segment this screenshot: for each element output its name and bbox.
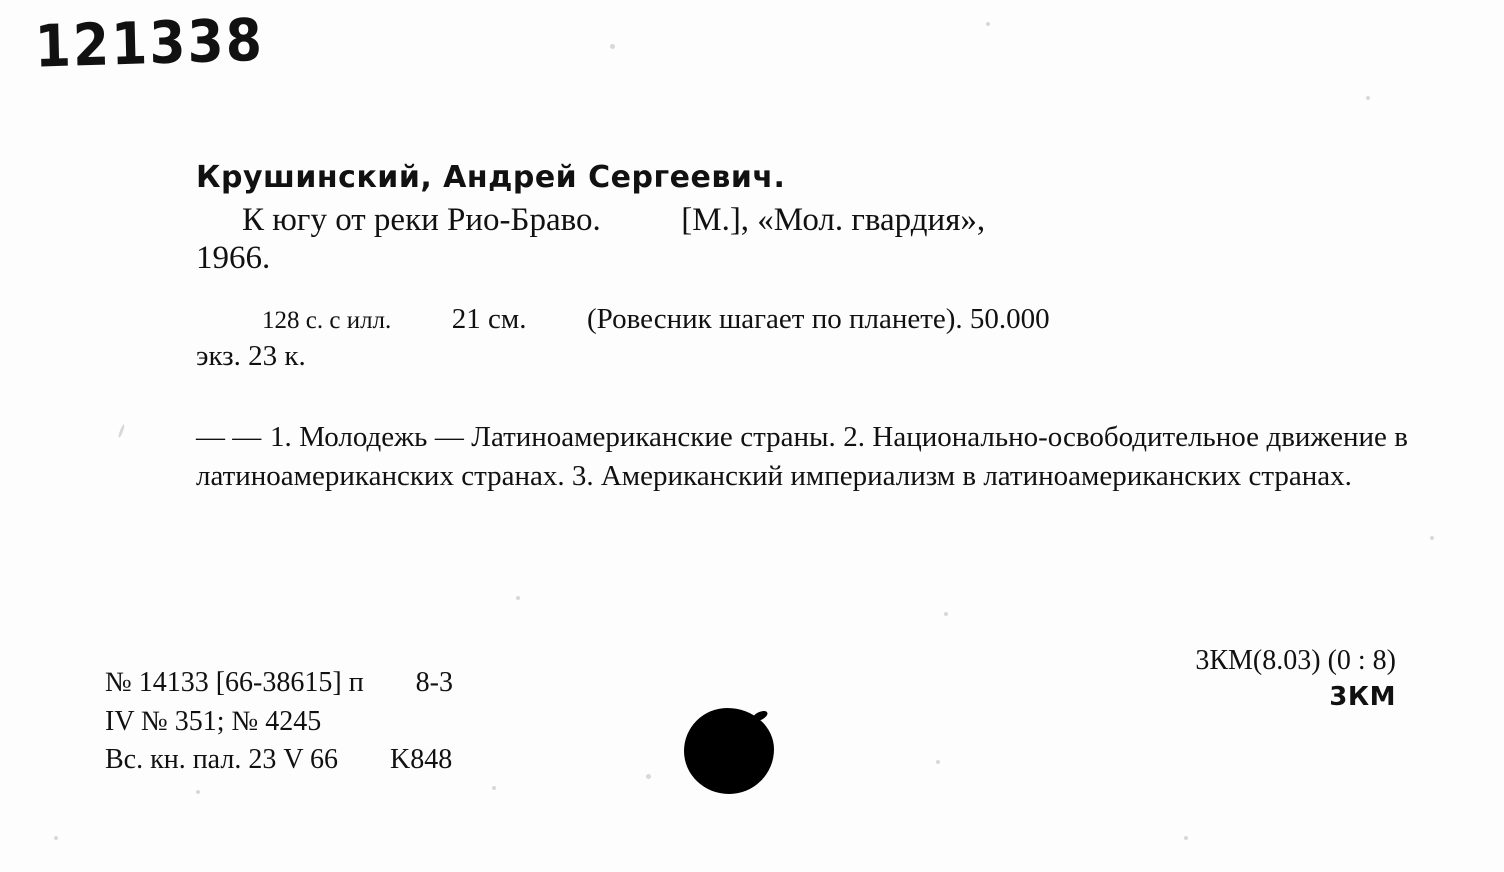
paper-speck bbox=[1184, 836, 1188, 840]
dimensions: 21 см. bbox=[451, 302, 527, 335]
subject-tracings bbox=[196, 418, 1408, 497]
print-run-price: экз. 23 к. bbox=[196, 339, 306, 372]
control-line-3 bbox=[105, 741, 453, 780]
tracings-dash: — — bbox=[196, 421, 262, 453]
paper-speck bbox=[944, 612, 948, 616]
classification-short: 3КМ bbox=[1329, 681, 1396, 712]
paper-speck bbox=[1366, 96, 1370, 100]
ink-blot bbox=[684, 708, 774, 794]
paper-speck bbox=[54, 836, 58, 840]
control-line-2: IV № 351; № 4245 bbox=[105, 705, 322, 737]
paper-speck bbox=[516, 596, 520, 600]
classification-block bbox=[1195, 642, 1396, 715]
paper-speck bbox=[936, 760, 940, 764]
paper-speck bbox=[986, 22, 990, 26]
imprint-place-publisher: [М.], «Мол. гвардия», bbox=[681, 202, 986, 238]
paper-speck bbox=[492, 786, 496, 790]
paper-speck bbox=[646, 774, 651, 779]
accession-number: 121338 bbox=[34, 7, 265, 82]
physical-description bbox=[196, 301, 1411, 339]
paper-speck bbox=[1430, 536, 1434, 540]
bibliographic-record bbox=[196, 160, 1411, 373]
shelf-mark: K848 bbox=[390, 744, 453, 776]
series-statement: (Ровесник шагает по планете). 50.000 bbox=[587, 302, 1050, 335]
tracings-text: 1. Молодежь — Латиноамериканские страны. 2. Национально-освободительное движение в латиноамериканских странах. 3. Американский империализм в латиноамериканских странах. bbox=[196, 421, 1408, 493]
control-code: 8-3 bbox=[415, 667, 453, 698]
classification-full: 3КМ(8.03) (0 : 8) bbox=[1195, 645, 1396, 676]
title-statement bbox=[196, 200, 1411, 241]
control-number-main: № 14133 [66-38615] п bbox=[105, 667, 364, 698]
imprint-year: 1966. bbox=[196, 240, 271, 277]
title-text: К югу от реки Рио-Браво. bbox=[242, 202, 601, 238]
control-line-1 bbox=[105, 664, 453, 703]
book-chamber-date: Вс. кн. пал. 23 V 66 bbox=[105, 744, 339, 776]
author-heading: Крушинский, Андрей Сергеевич. bbox=[196, 160, 786, 195]
pagination: 128 с. с илл. bbox=[262, 306, 392, 334]
control-numbers bbox=[105, 664, 453, 780]
paper-speck bbox=[118, 424, 126, 438]
paper-speck bbox=[610, 44, 615, 49]
paper-speck bbox=[196, 790, 200, 794]
